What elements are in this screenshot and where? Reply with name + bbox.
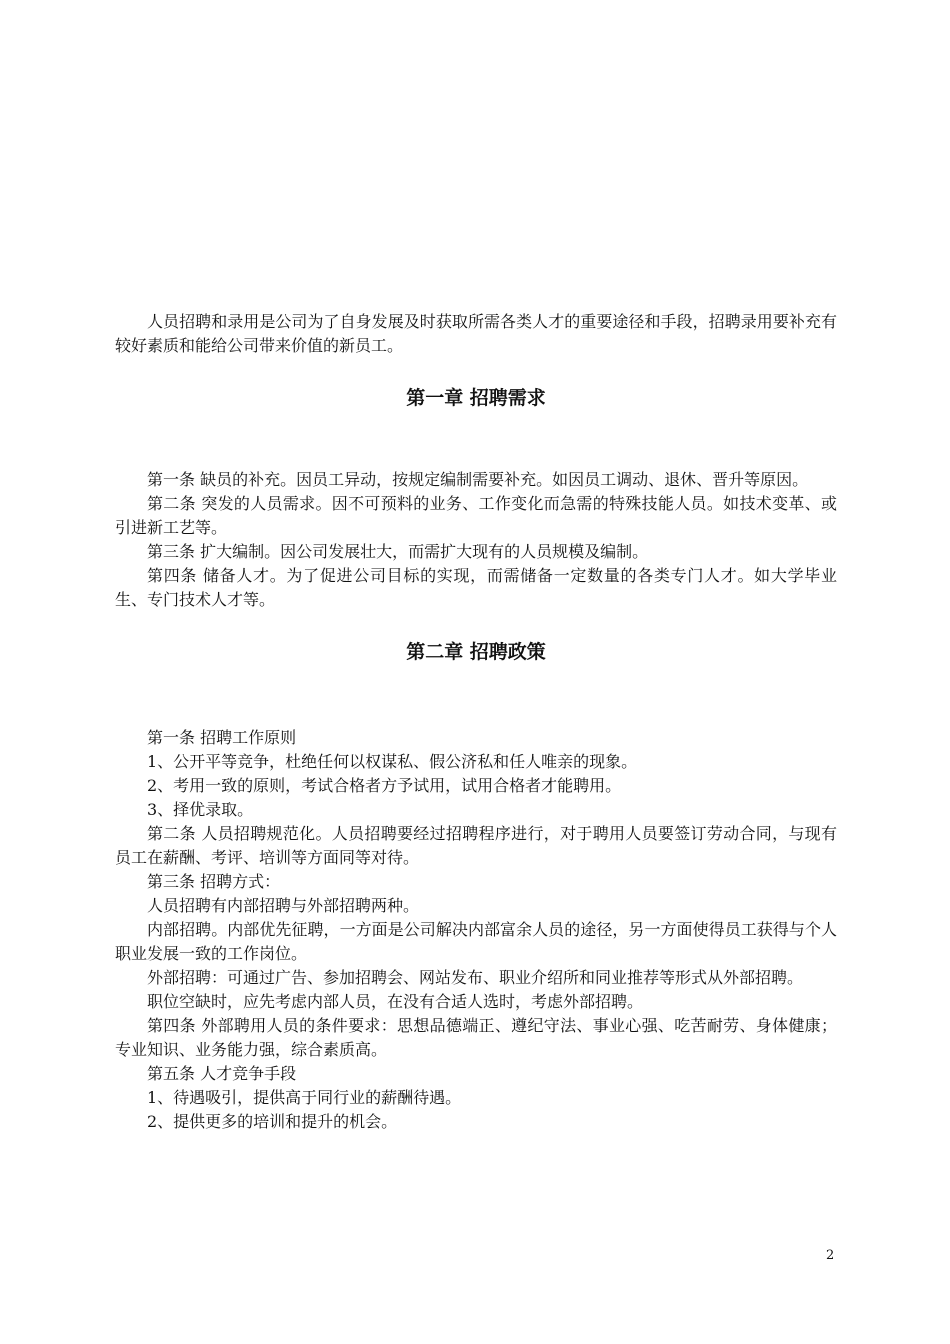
chapter-1-title: 第一章 招聘需求 <box>406 387 546 409</box>
chapter-2-paragraph: 2、提供更多的培训和提升的机会。 <box>147 1112 398 1131</box>
chapter-2-paragraph: 2、考用一致的原则，考试合格者方予试用，试用合格者才能聘用。 <box>147 776 622 795</box>
page-number: 2 <box>826 1248 835 1263</box>
chapter-2-paragraph: 第二条 人员招聘规范化。人员招聘要经过招聘程序进行，对于聘用人员要签订劳动合同，与现有员工在薪酬、考评、培训等方面同等对待。 <box>115 824 837 867</box>
chapter-2-paragraph: 第四条 外部聘用人员的条件要求：思想品德端正、遵纪守法、事业心强、吃苦耐劳、身体健康；专业知识、业务能力强，综合素质高。 <box>115 1016 837 1059</box>
chapter-1-article-4: 第四条 储备人才。为了促进公司目标的实现，而需储备一定数量的各类专门人才。如大学毕业生、专门技术人才等。 <box>115 566 837 609</box>
chapter-2-paragraph: 职位空缺时，应先考虑内部人员，在没有合适人选时，考虑外部招聘。 <box>147 992 644 1011</box>
chapter-2-paragraph: 第五条 人才竞争手段 <box>147 1064 297 1083</box>
chapter-2-paragraph: 人员招聘有内部招聘与外部招聘两种。 <box>147 896 420 915</box>
chapter-2-content <box>115 726 837 1134</box>
chapter-2-paragraph: 第三条 招聘方式： <box>147 872 281 891</box>
chapter-2-paragraph: 1、公开平等竞争，杜绝任何以权谋私、假公济私和任人唯亲的现象。 <box>147 752 638 771</box>
chapter-2-paragraph: 3、择优录取。 <box>147 800 254 819</box>
chapter-2-paragraph: 1、待遇吸引，提供高于同行业的薪酬待遇。 <box>147 1088 462 1107</box>
chapter-2-paragraph: 外部招聘：可通过广告、参加招聘会、网站发布、职业介绍所和同业推荐等形式从外部招聘。 <box>147 968 804 987</box>
document-body <box>115 310 837 1134</box>
intro-paragraph: 人员招聘和录用是公司为了自身发展及时获取所需各类人才的重要途径和手段，招聘录用要补充有较好素质和能给公司带来价值的新员工。 <box>115 312 837 355</box>
chapter-2-paragraph: 第一条 招聘工作原则 <box>147 728 297 747</box>
chapter-2-paragraph: 内部招聘。内部优先征聘，一方面是公司解决内部富余人员的途径，另一方面使得员工获得与个人职业发展一致的工作岗位。 <box>115 920 837 963</box>
chapter-1-content <box>115 468 837 612</box>
chapter-2-title: 第二章 招聘政策 <box>406 641 546 663</box>
chapter-1-article-1: 第一条 缺员的补充。因员工异动，按规定编制需要补充。如因员工调动、退休、晋升等原因。 <box>147 470 809 489</box>
chapter-1-article-3: 第三条 扩大编制。因公司发展壮大，而需扩大现有的人员规模及编制。 <box>147 542 649 561</box>
chapter-1-article-2: 第二条 突发的人员需求。因不可预料的业务、工作变化而急需的特殊技能人员。如技术变革、或引进新工艺等。 <box>115 494 837 537</box>
